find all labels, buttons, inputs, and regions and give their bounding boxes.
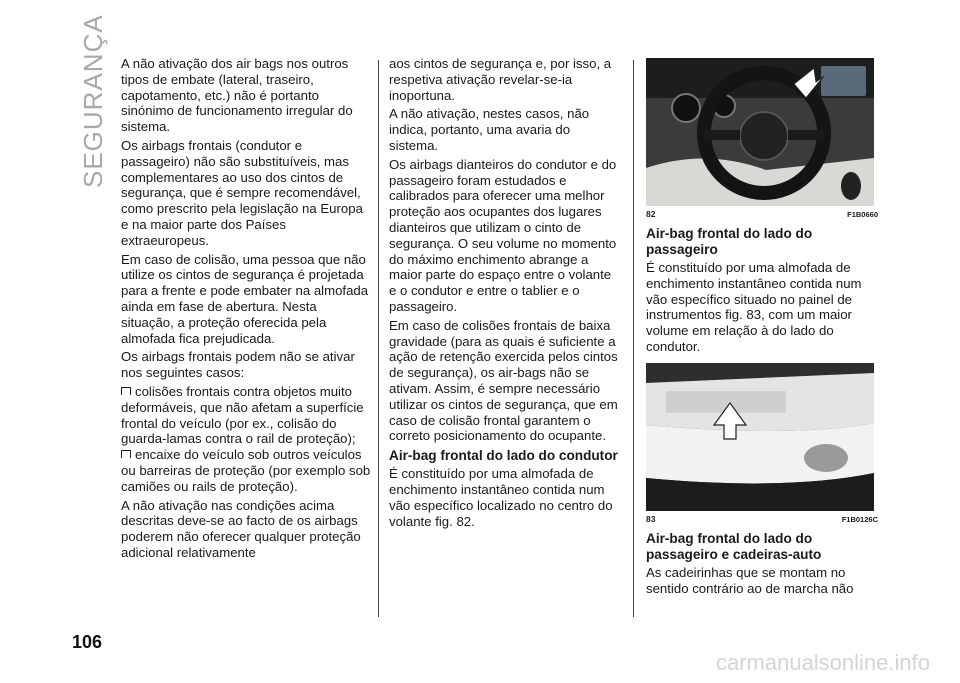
dashboard-image bbox=[646, 363, 874, 511]
steering-wheel-image bbox=[646, 58, 874, 206]
text-column-3 bbox=[646, 56, 878, 599]
list-item bbox=[121, 447, 373, 494]
section-heading: Air-bag frontal do lado do condutor bbox=[389, 448, 618, 464]
paragraph: É constituído por uma almofada de enchimento instantâneo contida num vão específico localizado no centro do volante fig. 82. bbox=[389, 466, 613, 529]
column-divider bbox=[633, 60, 634, 617]
page-number: 106 bbox=[72, 632, 103, 652]
text-column-1 bbox=[121, 56, 373, 564]
paragraph: A não ativação nas condições acima descritas deve-se ao facto de os airbags poderem não oferecer qualquer proteção adicional relativamente bbox=[121, 497, 361, 560]
figure-code: F1B0126C bbox=[841, 514, 878, 524]
figure-code: F1B0660 bbox=[847, 210, 878, 219]
column-divider bbox=[378, 60, 379, 617]
list-item-text: encaixe do veículo sob outros veículos ou barreiras de proteção (por exemplo sob camiões ou rails de proteção). bbox=[121, 447, 371, 494]
paragraph: A não ativação dos air bags nos outros tipos de embate (lateral, traseiro, capotamento, etc.) não é portanto sinónimo de funcionamento irregular do sistema. bbox=[121, 56, 353, 135]
paragraph: Em caso de colisão, uma pessoa que não utilize os cintos de segurança é projetada para a frente e pode embater na almofada ainda em fase de abertura. Nesta situação, a proteção oferecida pela almofada fica prejudicada. bbox=[121, 251, 369, 346]
paragraph: aos cintos de segurança e, por isso, a respetiva ativação revelar-se-ia inoportuna. bbox=[389, 56, 612, 103]
watermark: carmanualsonline.info bbox=[715, 650, 930, 675]
paragraph: Em caso de colisões frontais de baixa gravidade (para as quais é suficiente a ação de retenção exercida pelos cintos de segurança), os air-bags não se ativam. Assim, é sempre necessário utilizar os cintos de segurança, que em caso de colisão frontal garantem o correto posicionamento do ocupante. bbox=[389, 317, 618, 444]
section-title: SEGURANÇA bbox=[78, 14, 108, 188]
paragraph: A não ativação, nestes casos, não indica, portanto, uma avaria do sistema. bbox=[389, 106, 590, 153]
section-heading: Air-bag frontal do lado do passageiro e cadeiras-auto bbox=[646, 530, 822, 562]
paragraph: Os airbags dianteiros do condutor e do passageiro foram estudados e calibrados para oferecer uma melhor proteção aos ocupantes dos lugares dianteiros que utilizam o cinto de segurança. O seu volume no momento do máximo enchimento abrange a maior parte do espaço entre o volante e o condutor e entre o tablier e o passageiro. bbox=[389, 156, 617, 314]
figure-number: 82 bbox=[646, 209, 656, 219]
figure-caption bbox=[646, 514, 878, 525]
text-column-2 bbox=[389, 56, 621, 532]
figure-number: 83 bbox=[646, 513, 656, 524]
list-item bbox=[121, 384, 373, 447]
paragraph: Os airbags frontais podem não se ativar nos seguintes casos: bbox=[121, 349, 355, 381]
figure-steering-wheel bbox=[646, 58, 874, 206]
paragraph: As cadeirinhas que se montam no sentido contrário ao de marcha não bbox=[646, 564, 854, 596]
bullet-icon bbox=[121, 387, 131, 395]
bullet-icon bbox=[121, 450, 131, 458]
paragraph: É constituído por uma almofada de enchimento instantâneo contida num vão específico situado no painel de instrumentos fig. 83, com um maior volume em relação à do lado do condutor. bbox=[646, 260, 862, 354]
list-item-text: colisões frontais contra objetos muito deformáveis, que não afetam a superfície frontal do veículo (por ex., colisão do guarda-lamas contra o rail de proteção); bbox=[121, 383, 364, 447]
paragraph: Os airbags frontais (condutor e passageiro) não são substituíveis, mas complementares ao uso dos cintos de segurança, que é sempre recomendável, como prescrito pela legislação na Europa e na maior parte dos Países extraeuropeus. bbox=[121, 137, 363, 248]
figure-dashboard bbox=[646, 363, 874, 511]
section-heading: Air-bag frontal do lado do passageiro bbox=[646, 226, 813, 257]
figure-caption bbox=[646, 209, 878, 220]
